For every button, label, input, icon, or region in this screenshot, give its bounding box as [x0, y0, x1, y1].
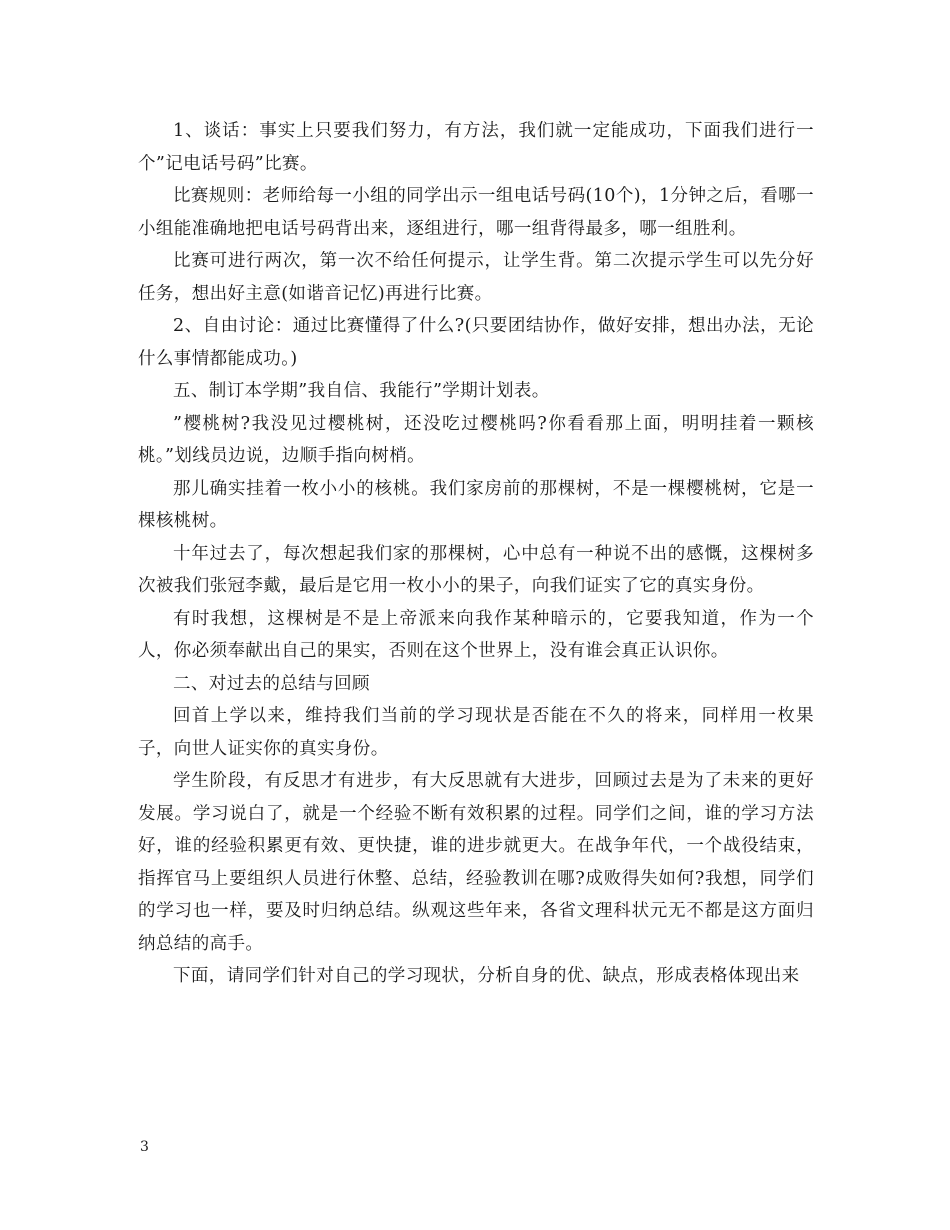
paragraph-11: 回首上学以来，维持我们当前的学习现状是否能在不久的将来，同样用一枚果子，向世人证实你的真实身份。	[138, 706, 814, 759]
paragraph-12: 学生阶段，有反思才有进步，有大反思就有大进步，回顾过去是为了未来的更好发展。学习说白了，就是一个经验不断有效积累的过程。同学们之间，谁的学习方法好，谁的经验积累更有效、更快捷，谁的进步就更大。在战争年代，一个战役结束，指挥官马上要组织人员进行休整、总结，经验教训在哪?成败得失如何?我想，同学们的学习也一样，要及时归纳总结。纵观这些年来，各省文理科状元无不都是这方面归纳总结的高手。	[138, 771, 814, 954]
paragraph-2: 比赛规则：老师给每一小组的同学出示一组电话号码(10个)，1分钟之后，看哪一小组能准确地把电话号码背出来，逐组进行，哪一组背得最多，哪一组胜利。	[138, 186, 814, 239]
paragraph-9: 有时我想，这棵树是不是上帝派来向我作某种暗示的，它要我知道，作为一个人，你必须奉献出自己的果实，否则在这个世界上，没有谁会真正认识你。	[138, 608, 814, 661]
body-text	[138, 115, 814, 993]
paragraph-13: 下面，请同学们针对自己的学习现状，分析自身的优、缺点，形成表格体现出来	[173, 966, 800, 986]
paragraph-8: 十年过去了，每次想起我们家的那棵树，心中总有一种说不出的感慨，这棵树多次被我们张冠李戴，最后是它用一枚小小的果子，向我们证实了它的真实身份。	[138, 543, 814, 596]
paragraph-5: 五、制订本学期”我自信、我能行”学期计划表。	[173, 381, 550, 401]
paragraph-7: 那儿确实挂着一枚小小的核桃。我们家房前的那棵树，不是一棵樱桃树，它是一棵核桃树。	[138, 478, 814, 531]
page-number: 3	[140, 1139, 149, 1155]
paragraph-6: ”樱桃树?我没见过樱桃树，还没吃过樱桃吗?你看看那上面，明明挂着一颗核桃。”划线员边说，边顺手指向树梢。	[138, 413, 814, 466]
section-heading: 二、对过去的总结与回顾	[173, 673, 370, 694]
paragraph-4: 2、自由讨论：通过比赛懂得了什么?(只要团结协作，做好安排，想出办法，无论什么事情都能成功。)	[138, 316, 814, 369]
paragraph-3: 比赛可进行两次，第一次不给任何提示，让学生背。第二次提示学生可以先分好任务，想出好主意(如谐音记忆)再进行比赛。	[138, 251, 814, 304]
paragraph-1: 1、谈话：事实上只要我们努力，有方法，我们就一定能成功，下面我们进行一个”记电话号码”比赛。	[138, 121, 814, 174]
